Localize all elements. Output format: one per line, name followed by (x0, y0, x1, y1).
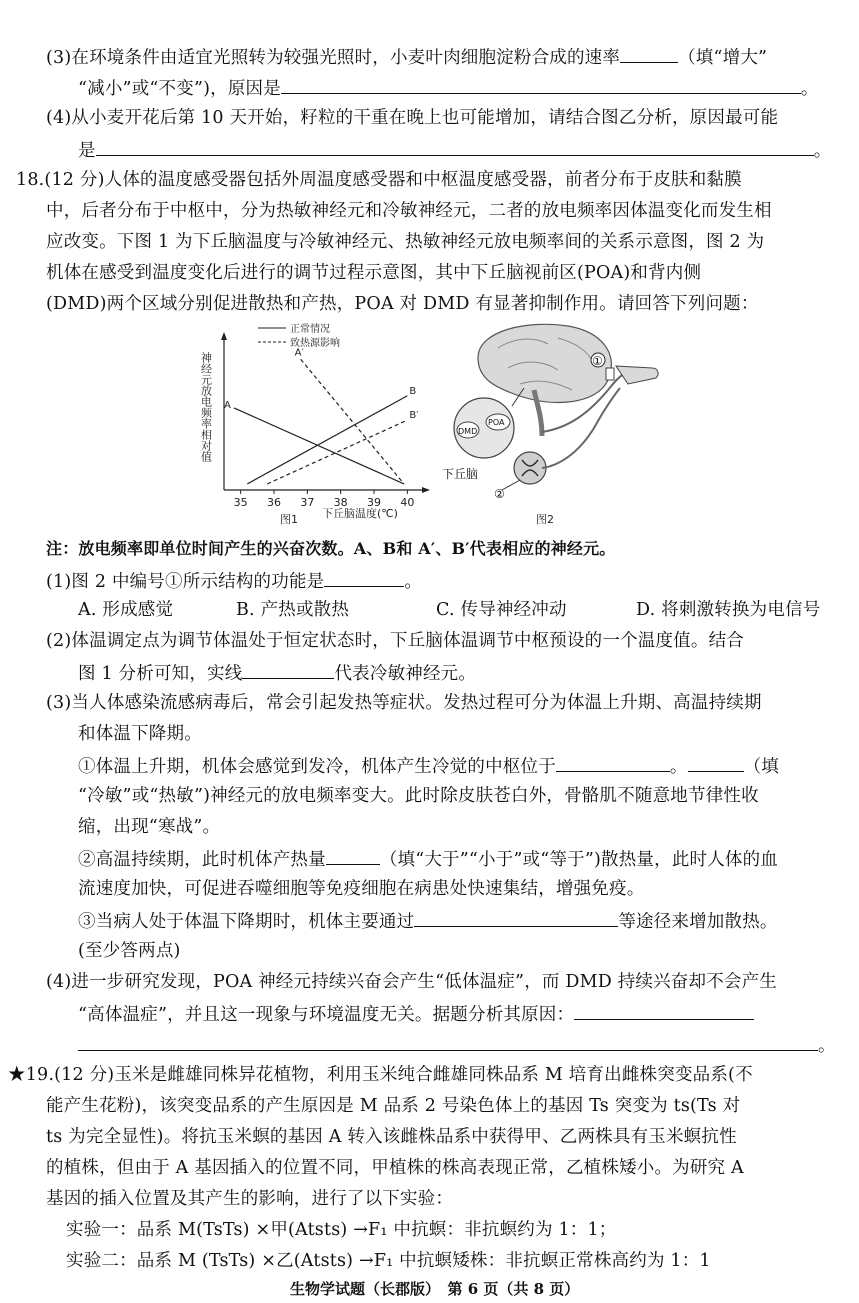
q18-stem-line5: (DMD)两个区域分别促进散热和产热，POA 对 DMD 有显著抑制作用。请回答下列问题： (46, 294, 759, 314)
answer-blank[interactable] (242, 660, 334, 679)
hypothalamus-label: 下丘脑 (442, 467, 479, 481)
x-axis-arrow (422, 487, 430, 493)
answer-blank[interactable] (556, 753, 670, 772)
q17-part3-line2: “减小”或“不变”)，原因是 。 (78, 75, 819, 101)
q18-sub2-line2: 图 1 分析可知，实线 代表冷敏神经元。 (78, 660, 476, 686)
answer-blank[interactable] (574, 1001, 754, 1020)
q19-stem-line1: ★19.(12 分)玉米是雌雄同株异花植物，利用玉米纯合雌雄同株品系 M 培育出雌株突变品系(不 (8, 1065, 753, 1085)
hand-icon (616, 366, 658, 384)
q17-part4-line1: (4)从小麦开花后第 10 天开始，籽粒的干重在晚上也可能增加，请结合图乙分析，原因最可能 (46, 108, 779, 128)
series-label-A′: A′ (294, 347, 304, 359)
answer-blank[interactable] (281, 75, 801, 94)
q18-sub4-line3: 。 (78, 1032, 836, 1058)
option-d[interactable]: D. 将刺激转换为电信号 (636, 600, 821, 620)
figure-1-caption: 图1 (280, 513, 298, 526)
q18-stem-line4: 机体在感受到温度变化后进行的调节过程示意图，其中下丘脑视前区(POA)和背内侧 (46, 263, 702, 283)
y-axis-arrow (221, 332, 227, 340)
figure-2-caption: 图2 (536, 513, 554, 526)
x-tick-label: 39 (367, 496, 381, 509)
q18-sub3-line1: (3)当人体感染流感病毒后，常会引起发热等症状。发热过程可分为体温上升期、高温持续期 (46, 693, 762, 713)
q17-part4-line2: 是 。 (78, 137, 831, 163)
series-line-A′ (301, 359, 404, 484)
q18-sub3-a-line2: “冷敏”或“热敏”)神经元的放电频率变大。此时除皮肤苍白外，骨骼肌不随意地节律性收 (78, 786, 759, 806)
q19-stem-line3: ts 为完全显性)。将抗玉米螟的基因 A 转入该雌株品系中获得甲、乙两株具有玉米螟抗性 (46, 1127, 737, 1147)
answer-blank[interactable] (326, 846, 380, 865)
spinal-cord-section (514, 452, 546, 484)
q18-sub3-b-line1: ②高温持续期，此时机体产热量 （填“大于”“小于”或“等于”)散热量，此时人体的血 (78, 846, 778, 872)
x-tick-label: 38 (333, 496, 348, 509)
series-label-B′: B′ (409, 410, 419, 422)
x-tick-label: 36 (267, 496, 281, 509)
dmd-label: DMD (458, 427, 478, 436)
x-tick-label: 37 (300, 496, 315, 509)
q18-sub3-c-line1: ③当病人处于体温下降期时，机体主要通过 等途径来增加散热。 (78, 908, 778, 934)
option-b[interactable]: B. 产热或散热 (236, 600, 350, 620)
answer-blank[interactable] (78, 1032, 818, 1051)
x-tick-label: 40 (400, 496, 415, 509)
marker-2-pointer (502, 480, 520, 490)
figure-1-chart (192, 318, 432, 528)
answer-blank[interactable] (688, 753, 744, 772)
q18-stem-line3: 应改变。下图 1 为下丘脑温度与冷敏神经元、热敏神经元放电频率间的关系示意图，图 2 为 (46, 232, 765, 252)
q18-stem-line2: 中，后者分布于中枢中，分为热敏神经元和冷敏神经元，二者的放电频率因体温变化而发生相 (46, 201, 772, 221)
y-axis-label: 神经元放电频率相对值 (199, 352, 213, 462)
q18-stem-line1: 18.(12 分)人体的温度感受器包括外周温度感受器和中枢温度感受器，前者分布于皮肤和黏膜 (16, 170, 742, 190)
q19-stem-line2: 能产生花粉)，该突变品系的产生原因是 M 品系 2 号染色体上的基因 Ts 突变为 ts(Ts 对 (46, 1096, 741, 1116)
q18-options (78, 598, 820, 622)
q18-sub4-line1: (4)进一步研究发现，POA 神经元持续兴奋会产生“低体温症”，而 DMD 持续兴奋却不会产生 (46, 972, 778, 992)
series-line-B (247, 396, 407, 484)
x-axis-label: 下丘脑温度(℃) (322, 507, 398, 520)
series-line-B′ (267, 420, 407, 484)
q18-sub3-a-line3: 缩，出现“寒战”。 (78, 817, 221, 837)
answer-blank[interactable] (324, 568, 404, 587)
answer-blank[interactable] (414, 908, 618, 927)
q18-sub2-line1: (2)体温调定点为调节体温处于恒定状态时，下丘脑体温调节中枢预设的一个温度值。结合 (46, 631, 744, 651)
q18-sub1: (1)图 2 中编号①所示结构的功能是 。 (46, 568, 422, 594)
poa-label: POA (488, 418, 505, 427)
option-a[interactable]: A. 形成感觉 (78, 600, 174, 620)
receptor-box (606, 368, 614, 380)
marker-1: ① (592, 354, 603, 368)
q19-stem-line5: 基因的插入位置及其产生的影响，进行了以下实验： (46, 1189, 454, 1209)
q17-part3-line1: (3)在环境条件由适宜光照转为较强光照时，小麦叶肉细胞淀粉合成的速率 （填“增大” (46, 44, 767, 70)
legend-dashed-label: 致热源影响 (290, 338, 340, 349)
legend-solid-label: 正常情况 (290, 324, 330, 335)
q18-sub3-a-line1: ①体温上升期，机体会感觉到发冷，机体产生冷觉的中枢位于 。 （填 (78, 753, 779, 779)
figure-2-diagram (438, 318, 664, 528)
q19-experiment-1: 实验一：品系 M(TsTs) ×甲(Atsts) →F₁ 中抗螟：非抗螟约为 1：1； (66, 1220, 617, 1240)
figure-note: 注：放电频率即单位时间产生的兴奋次数。A、B和 A′、B′代表相应的神经元。 (46, 539, 616, 558)
q18-sub3-c-line2: (至少答两点) (78, 941, 181, 961)
q19-stem-line4: 的植株，但由于 A 基因插入的位置不同，甲植株的株高表现正常，乙植株矮小。为研究 A (46, 1158, 744, 1178)
series-label-A: A (224, 399, 231, 411)
q18-sub3-line2: 和体温下降期。 (78, 724, 202, 744)
option-c[interactable]: C. 传导神经冲动 (436, 600, 567, 620)
series-line-A (234, 408, 404, 484)
q18-sub4-line2: “高体温症”，并且这一现象与环境温度无关。据题分析其原因： (78, 1001, 754, 1027)
q19-experiment-2: 实验二：品系 M (TsTs) ×乙(Atsts) →F₁ 中抗螟矮株：非抗螟正常株高约为 1：1 (66, 1251, 711, 1271)
series-label-B: B (409, 385, 417, 397)
answer-blank[interactable] (96, 137, 814, 156)
answer-blank[interactable] (620, 44, 678, 63)
q18-sub3-b-line2: 流速度加快，可促进吞噬细胞等免疫细胞在病患处快速集结，增强免疫。 (78, 879, 645, 899)
x-tick-label: 35 (233, 496, 248, 509)
marker-2: ② (494, 487, 505, 501)
page-footer: 生物学试题（长郡版） 第 6 页（共 8 页） (290, 1280, 580, 1298)
